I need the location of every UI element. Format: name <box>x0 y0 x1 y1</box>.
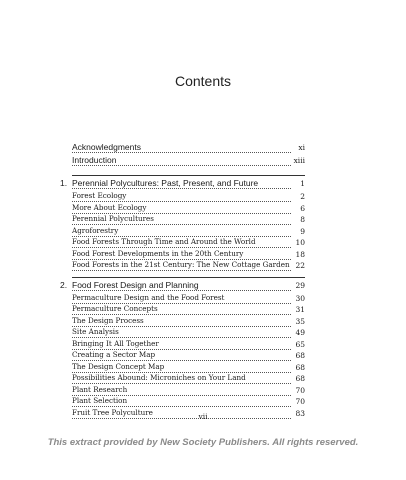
entry-page-number: 35 <box>292 317 305 326</box>
entry-page-number: 22 <box>292 261 305 270</box>
entry-title: Agroforestry <box>72 226 121 235</box>
entry-page-number: 83 <box>292 409 305 418</box>
toc-section-entry <box>0 350 406 362</box>
entry-title: Bringing It All Together <box>72 339 162 348</box>
chapter-rule <box>72 277 305 278</box>
entry-title: Plant Selection <box>72 396 130 405</box>
entry-page-number: 9 <box>297 227 305 236</box>
leader-dots <box>72 336 291 338</box>
entry-page-number: 1 <box>297 179 305 188</box>
entry-title: Perennial Polycultures <box>72 214 157 223</box>
leader-dots <box>72 359 291 361</box>
entry-title: Introduction <box>72 155 119 165</box>
entry-page-number: 10 <box>292 238 305 247</box>
entry-page-number: 29 <box>292 281 305 290</box>
entry-title: The Design Concept Map <box>72 362 167 371</box>
chapter-number: 1. <box>60 178 68 188</box>
entry-page-number: 68 <box>292 363 305 372</box>
toc-section-entry <box>0 260 406 272</box>
entry-title: Permaculture Design and the Food Forest <box>72 293 227 302</box>
entry-title: More About Ecology <box>72 203 149 212</box>
leader-dots <box>72 313 291 315</box>
entry-page-number: 68 <box>292 351 305 360</box>
entry-title: Food Forests Through Time and Around the World <box>72 237 259 246</box>
entry-title: Food Forests in the 21st Century: The New Cottage Garden <box>72 260 293 269</box>
leader-dots <box>72 246 291 248</box>
toc-front-matter-entry <box>0 142 406 154</box>
leader-dots <box>72 269 291 271</box>
chapter-rule <box>72 175 305 176</box>
entry-page-number: 18 <box>292 250 305 259</box>
toc-chapter-entry <box>0 178 406 190</box>
entry-title: Fruit Tree Polyculture <box>72 408 156 417</box>
toc-front-matter-entry <box>0 155 406 167</box>
entry-page-number: 68 <box>292 374 305 383</box>
entry-page-number: 65 <box>292 340 305 349</box>
entry-page-number: 70 <box>292 386 305 395</box>
toc-section-entry <box>0 373 406 385</box>
toc-chapter-entry <box>0 280 406 292</box>
entry-page-number: 6 <box>297 204 305 213</box>
entry-title: Permaculture Concepts <box>72 304 161 313</box>
leader-dots <box>72 200 291 202</box>
entry-title: Site Analysis <box>72 327 122 336</box>
entry-title: Acknowledgments <box>72 142 144 152</box>
entry-title: The Design Process <box>72 316 147 325</box>
page-number: vii <box>198 412 208 421</box>
toc-section-entry <box>0 214 406 226</box>
entry-page-number: 70 <box>292 397 305 406</box>
page-title: Contents <box>174 73 232 89</box>
entry-title: Possibilities Abound: Microniches on Your Land <box>72 373 249 382</box>
entry-title: Perennial Polycultures: Past, Present, and Future <box>72 178 261 188</box>
toc-section-entry <box>0 327 406 339</box>
entry-title: Plant Research <box>72 385 130 394</box>
entry-title: Creating a Sector Map <box>72 350 158 359</box>
entry-page-number: xiii <box>291 156 305 165</box>
entry-page-number: 49 <box>292 328 305 337</box>
copyright-notice: This extract provided by New Society Publishers. All rights reserved. <box>47 437 359 448</box>
entry-title: Food Forest Design and Planning <box>72 280 202 290</box>
entry-page-number: 2 <box>297 192 305 201</box>
leader-dots <box>72 405 291 407</box>
leader-dots <box>72 382 291 384</box>
entry-title: Forest Ecology <box>72 191 129 200</box>
toc-section-entry <box>0 191 406 203</box>
leader-dots <box>72 223 291 225</box>
toc-section-entry <box>0 237 406 249</box>
entry-title: Food Forest Developments in the 20th Century <box>72 249 246 258</box>
entry-page-number: xi <box>295 143 305 152</box>
toc-section-entry <box>0 304 406 316</box>
entry-page-number: 31 <box>292 305 305 314</box>
entry-page-number: 30 <box>292 294 305 303</box>
entry-page-number: 8 <box>297 215 305 224</box>
toc-section-entry <box>0 396 406 408</box>
chapter-number: 2. <box>60 280 68 290</box>
